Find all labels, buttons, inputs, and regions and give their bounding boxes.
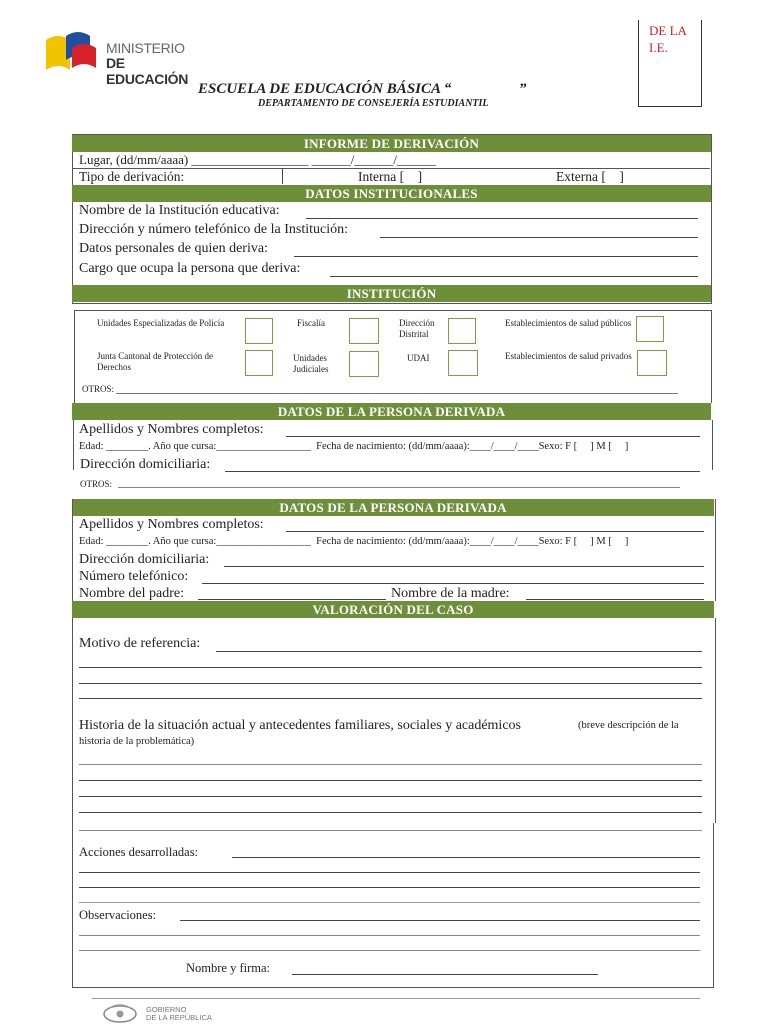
persona1-nombres-input[interactable] <box>286 436 700 437</box>
persona1-nombres-label: Apellidos y Nombres completos: <box>79 422 264 437</box>
externa-option[interactable]: Externa [ ] <box>556 169 624 184</box>
institucion-nombre-label: Nombre de la Institución educativa: <box>79 203 280 218</box>
tipo-divider <box>282 168 283 184</box>
option-fiscalia-checkbox[interactable] <box>349 318 379 344</box>
seal-line-2: I.E. <box>649 40 668 55</box>
persona2-telefono-input[interactable] <box>202 583 704 584</box>
option-judiciales-checkbox[interactable] <box>349 351 379 377</box>
department-title: DEPARTAMENTO DE CONSEJERÍA ESTUDIANTIL <box>258 98 489 109</box>
cargo-label: Cargo que ocupa la persona que deriva: <box>79 261 301 276</box>
interna-option[interactable]: Interna [ ] <box>358 169 423 184</box>
institucion-direccion-input[interactable] <box>380 237 698 238</box>
cargo-input[interactable] <box>330 276 698 277</box>
option-udai-label: UDAI <box>407 353 430 363</box>
option-fiscalia-label: Fiscalía <box>297 318 325 328</box>
persona1-otros-input[interactable] <box>118 487 680 488</box>
firma-label: Nombre y firma: <box>186 961 271 975</box>
government-emblem-icon <box>100 1003 140 1023</box>
motivo-input-1[interactable] <box>216 651 702 652</box>
school-title: ESCUELA DE EDUCACIÓN BÁSICA “ ” <box>198 81 527 97</box>
seal-box <box>638 20 702 107</box>
motivo-input-4[interactable] <box>79 698 702 699</box>
tipo-derivacion-label: Tipo de derivación: <box>79 169 185 184</box>
acciones-label: Acciones desarrolladas: <box>79 845 199 859</box>
institucion-title: INSTITUCIÓN <box>72 285 711 302</box>
institucionales-title: DATOS INSTITUCIONALES <box>72 185 711 202</box>
acciones-input-1[interactable] <box>232 857 700 858</box>
quien-deriva-input[interactable] <box>294 256 698 257</box>
persona2-madre-label: Nombre de la madre: <box>391 586 510 601</box>
option-salud-publicos-label: Establecimientos de salud públicos <box>505 318 632 328</box>
historia-label: Historia de la situación actual y antecedentes familiares, sociales y académicos <box>79 718 521 733</box>
option-judiciales-label: Unidades Judiciales <box>293 353 329 374</box>
persona2-padre-label: Nombre del padre: <box>79 586 184 601</box>
persona2-direccion-label: Dirección domiciliaria: <box>79 552 210 567</box>
acciones-input-4[interactable] <box>79 902 700 903</box>
observaciones-input-3[interactable] <box>79 950 700 951</box>
ministry-logo <box>44 30 204 87</box>
gov-line-2: DE LA REPÚBLICA <box>146 1013 212 1022</box>
option-salud-privados-label: Establecimientos de salud privados <box>505 351 632 361</box>
valoracion-title: VALORACIÓN DEL CASO <box>72 601 714 618</box>
observaciones-label: Observaciones: <box>79 908 157 922</box>
acciones-input-2[interactable] <box>79 872 700 873</box>
persona2-padre-input[interactable] <box>198 599 386 600</box>
ministry-flag-icon <box>44 30 100 76</box>
persona1-direccion-label: Dirección domiciliaria: <box>80 457 211 472</box>
motivo-input-2[interactable] <box>79 667 702 668</box>
option-salud-privados-checkbox[interactable] <box>637 350 667 376</box>
option-distrital-checkbox[interactable] <box>448 318 476 344</box>
option-udai-checkbox[interactable] <box>448 350 478 376</box>
acciones-input-3[interactable] <box>79 887 700 888</box>
logo-line-2: DE EDUCACIÓN <box>106 55 189 87</box>
option-junta-label: Junta Cantonal de Protección de Derechos <box>97 351 213 372</box>
observaciones-input-2[interactable] <box>79 935 700 936</box>
historia-input-3[interactable] <box>79 796 702 797</box>
institucion-otros-label: OTROS: <box>82 384 115 394</box>
informe-title: INFORME DE DERIVACIÓN <box>72 135 711 152</box>
historia-note-2: historia de la problemática) <box>79 736 195 747</box>
institucion-nombre-input[interactable] <box>306 218 698 219</box>
persona2-nombres-label: Apellidos y Nombres completos: <box>79 517 264 532</box>
historia-input-4[interactable] <box>79 812 702 813</box>
persona1-otros-label: OTROS: <box>80 479 113 489</box>
logo-line-1: MINISTERIO <box>106 40 185 56</box>
firma-input[interactable] <box>292 974 598 975</box>
persona2-telefono-label: Número telefónico: <box>79 569 189 584</box>
option-salud-publicos-checkbox[interactable] <box>636 316 664 342</box>
persona2-direccion-input[interactable] <box>224 566 704 567</box>
persona2-nombres-input[interactable] <box>286 531 704 532</box>
motivo-label: Motivo de referencia: <box>79 636 201 651</box>
quien-deriva-label: Datos personales de quien deriva: <box>79 241 268 256</box>
historia-note: (breve descripción de la <box>578 720 679 731</box>
persona2-edad-line[interactable]: Edad: ________. Año que cursa:__________________ Fecha de nacimiento: (dd/mm/aaaa):____/____/____Sexo: F [ ] M [ ] <box>79 536 629 547</box>
historia-input-2[interactable] <box>79 780 702 781</box>
option-policia-checkbox[interactable] <box>245 318 273 344</box>
persona1-direccion-input[interactable] <box>225 471 700 472</box>
historia-input-1[interactable] <box>79 764 702 765</box>
option-junta-checkbox[interactable] <box>245 350 273 376</box>
observaciones-input-1[interactable] <box>180 920 700 921</box>
option-distrital-label: Dirección Distrital <box>399 318 435 339</box>
seal-line-1: DE LA <box>649 23 687 38</box>
persona2-madre-input[interactable] <box>526 599 704 600</box>
option-policia-label: Unidades Especializadas de Policía <box>97 318 225 328</box>
government-logo <box>100 1003 240 1024</box>
persona1-edad-line[interactable]: Edad: ________. Año que cursa:__________________ Fecha de nacimiento: (dd/mm/aaaa):____/____/____Sexo: F [ ] M [ ] <box>79 441 629 452</box>
persona1-title: DATOS DE LA PERSONA DERIVADA <box>72 403 711 420</box>
persona2-title: DATOS DE LA PERSONA DERIVADA <box>72 499 714 516</box>
institucion-otros-input[interactable] <box>116 393 678 394</box>
historia-input-5[interactable] <box>79 830 702 831</box>
motivo-input-3[interactable] <box>79 683 702 684</box>
lugar-field[interactable]: Lugar, (dd/mm/aaaa) __________________ ______/______/______ <box>79 152 436 167</box>
footer-rule <box>92 998 700 999</box>
institucion-direccion-label: Dirección y número telefónico de la Institución: <box>79 222 349 237</box>
gov-line-1: GOBIERNO <box>146 1005 187 1014</box>
